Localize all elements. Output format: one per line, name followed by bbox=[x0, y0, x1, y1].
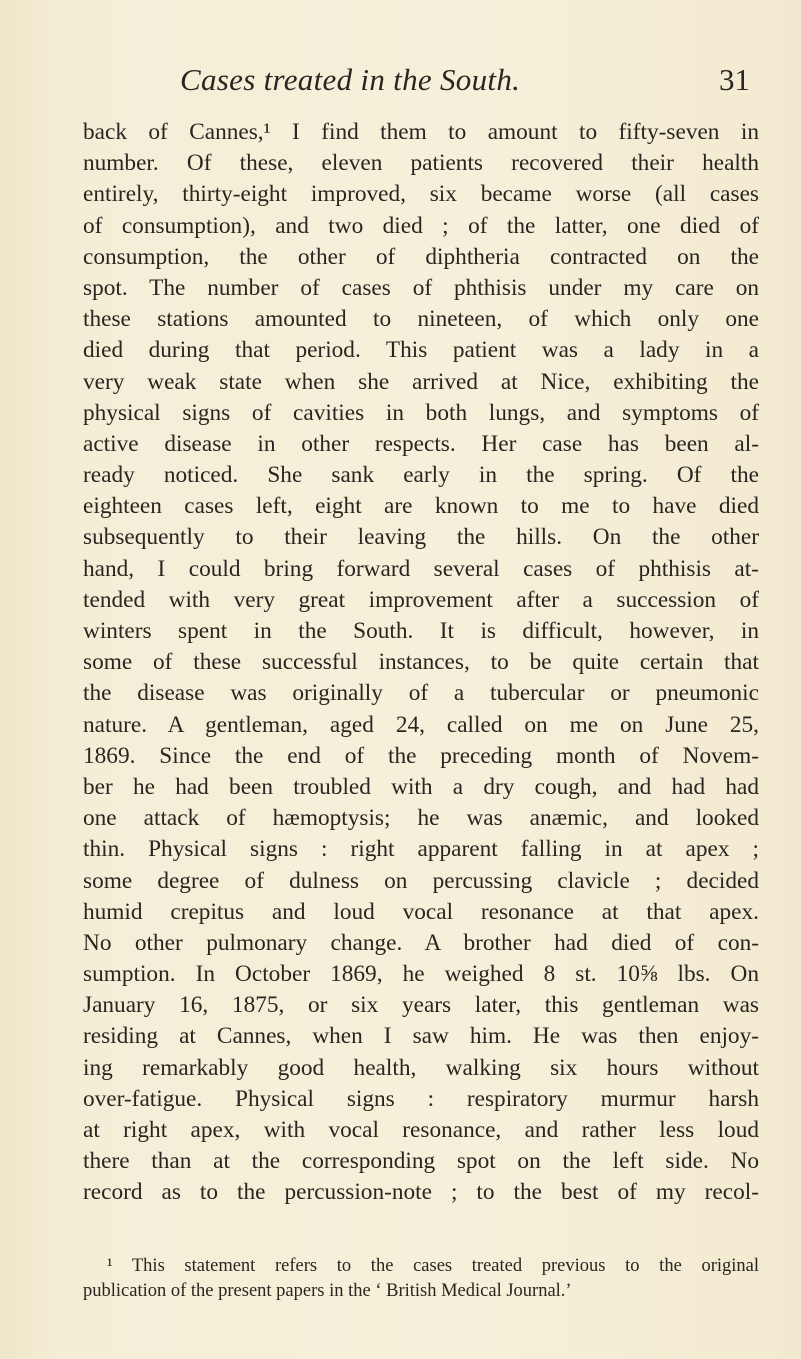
text-line: winters spent in the South. It is difficult, however, in bbox=[83, 618, 759, 644]
text-line: back of Cannes,¹ I find them to amount to fifty-seven in bbox=[83, 119, 759, 145]
footnote-line: publication of the present papers in the ‘ British Medical Journal.’ bbox=[83, 1281, 572, 1301]
footnote-line: ¹ This statement refers to the cases treated previous to the original bbox=[107, 1256, 759, 1276]
text-line: ready noticed. She sank early in the spring. Of the bbox=[83, 462, 759, 489]
text-line: entirely, thirty-eight improved, six became worse (all cases bbox=[83, 181, 759, 208]
running-head: Cases treated in the South. bbox=[180, 62, 521, 97]
text-line: eighteen cases left, eight are known to me to have died bbox=[83, 493, 759, 520]
text-line: at right apex, with vocal resonance, and rather less loud bbox=[83, 1117, 759, 1143]
text-line: physical signs of cavities in both lungs, and symptoms of bbox=[83, 399, 759, 426]
text-line: ing remarkably good health, walking six hours without bbox=[83, 1054, 759, 1081]
text-line: of consumption), and two died ; of the latter, one died of bbox=[83, 212, 759, 239]
page-number: 31 bbox=[719, 62, 750, 97]
text-line: very weak state when she arrived at Nice, exhibiting the bbox=[83, 368, 759, 395]
text-line: subsequently to their leaving the hills. On the other bbox=[83, 524, 759, 551]
body-text bbox=[83, 117, 759, 1209]
text-line: 1869. Since the end of the preceding month of Novem- bbox=[83, 742, 759, 769]
page-header bbox=[110, 62, 750, 112]
text-line: sumption. In October 1869, he weighed 8 st. 10⅝ lbs. On bbox=[83, 961, 759, 988]
text-line: record as to the percussion-note ; to the best of my recol- bbox=[83, 1179, 759, 1206]
text-line: these stations amounted to nineteen, of which only one bbox=[83, 306, 759, 333]
text-line: the disease was originally of a tubercular or pneumonic bbox=[83, 680, 759, 707]
text-line: humid crepitus and loud vocal resonance at that apex. bbox=[83, 898, 759, 925]
text-line: hand, I could bring forward several cases of phthisis at- bbox=[83, 555, 759, 582]
text-line: one attack of hæmoptysis; he was anæmic, and looked bbox=[83, 805, 759, 832]
text-line: spot. The number of cases of phthisis under my care on bbox=[83, 274, 759, 301]
text-line: No other pulmonary change. A brother had died of con- bbox=[83, 929, 759, 956]
text-line: some of these successful instances, to be quite certain that bbox=[83, 649, 759, 676]
text-line: some degree of dulness on percussing clavicle ; decided bbox=[83, 867, 759, 894]
text-line: nature. A gentleman, aged 24, called on me on June 25, bbox=[83, 711, 759, 738]
text-line: there than at the corresponding spot on the left side. No bbox=[83, 1148, 759, 1175]
text-line: died during that period. This patient was a lady in a bbox=[83, 337, 759, 364]
text-line: thin. Physical signs : right apparent falling in at apex ; bbox=[83, 836, 759, 863]
text-line: number. Of these, eleven patients recovered their health bbox=[83, 150, 759, 177]
text-line: January 16, 1875, or six years later, this gentleman was bbox=[83, 992, 759, 1019]
footnote bbox=[83, 1254, 759, 1304]
text-line: residing at Cannes, when I saw him. He was then enjoy- bbox=[83, 1023, 759, 1050]
text-line: tended with very great improvement after a succession of bbox=[83, 586, 759, 613]
text-line: consumption, the other of diphtheria contracted on the bbox=[83, 243, 759, 270]
text-line: active disease in other respects. Her case has been al- bbox=[83, 430, 759, 457]
text-line: over-fatigue. Physical signs : respiratory murmur harsh bbox=[83, 1085, 759, 1112]
text-line: ber he had been troubled with a dry cough, and had had bbox=[83, 773, 759, 800]
